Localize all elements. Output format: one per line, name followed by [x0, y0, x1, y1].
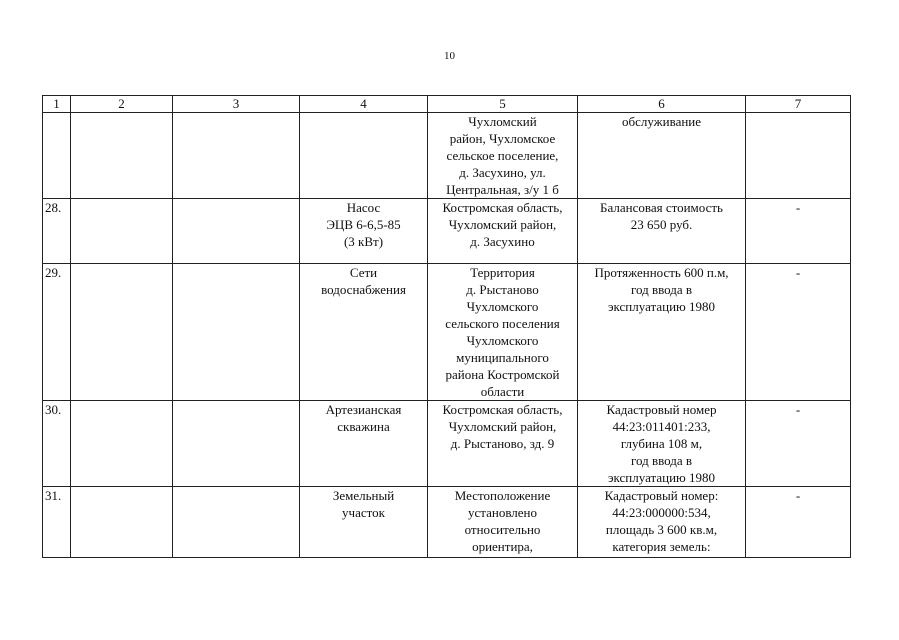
characteristics-cell: Кадастровый номер 44:23:011401:233, глубина 108 м, год ввода в эксплуатацию 1980	[578, 401, 746, 487]
row-number-cell: 29.	[43, 264, 71, 401]
name-cell	[300, 113, 428, 199]
characteristics-cell: Балансовая стоимость 23 650 руб.	[578, 199, 746, 264]
header-cell: 3	[173, 96, 300, 113]
col7-cell: -	[746, 487, 851, 558]
col7-cell: -	[746, 401, 851, 487]
characteristics-cell: Протяженность 600 п.м, год ввода в эксплуатацию 1980	[578, 264, 746, 401]
page-number: 10	[444, 50, 455, 62]
header-cell: 5	[428, 96, 578, 113]
header-cell: 6	[578, 96, 746, 113]
table-row	[43, 113, 851, 199]
col7-cell: -	[746, 199, 851, 264]
row-number-cell	[43, 113, 71, 199]
table-header-row	[43, 96, 851, 113]
col7-cell	[746, 113, 851, 199]
row-number-cell: 28.	[43, 199, 71, 264]
table-row	[43, 264, 851, 401]
col7-cell: -	[746, 264, 851, 401]
col3-cell	[173, 113, 300, 199]
location-cell: Костромская область, Чухломский район, д. Рыстаново, зд. 9	[428, 401, 578, 487]
col2-cell	[71, 113, 173, 199]
col3-cell	[173, 199, 300, 264]
col2-cell	[71, 264, 173, 401]
location-cell: Территория д. Рыстаново Чухломского сельского поселения Чухломского муниципального района Костромской области	[428, 264, 578, 401]
header-cell: 1	[43, 96, 71, 113]
property-registry-table	[42, 95, 851, 558]
location-cell: Костромская область, Чухломский район, д. Засухино	[428, 199, 578, 264]
col2-cell	[71, 401, 173, 487]
header-cell: 4	[300, 96, 428, 113]
name-cell: Земельный участок	[300, 487, 428, 558]
characteristics-cell: Кадастровый номер: 44:23:000000:534, площадь 3 600 кв.м, категория земель:	[578, 487, 746, 558]
table-row	[43, 401, 851, 487]
row-number-cell: 30.	[43, 401, 71, 487]
name-cell: Сети водоснабжения	[300, 264, 428, 401]
header-cell: 2	[71, 96, 173, 113]
row-number-cell: 31.	[43, 487, 71, 558]
name-cell: Насос ЭЦВ 6-6,5-85 (3 кВт)	[300, 199, 428, 264]
col2-cell	[71, 487, 173, 558]
col2-cell	[71, 199, 173, 264]
col3-cell	[173, 487, 300, 558]
table-row	[43, 487, 851, 558]
location-cell: Местоположение установлено относительно ориентира,	[428, 487, 578, 558]
name-cell: Артезианская скважина	[300, 401, 428, 487]
location-cell: Чухломский район, Чухломское сельское поселение, д. Засухино, ул. Центральная, з/у 1 б	[428, 113, 578, 199]
col3-cell	[173, 401, 300, 487]
characteristics-cell: обслуживание	[578, 113, 746, 199]
header-cell: 7	[746, 96, 851, 113]
col3-cell	[173, 264, 300, 401]
table-row	[43, 199, 851, 264]
